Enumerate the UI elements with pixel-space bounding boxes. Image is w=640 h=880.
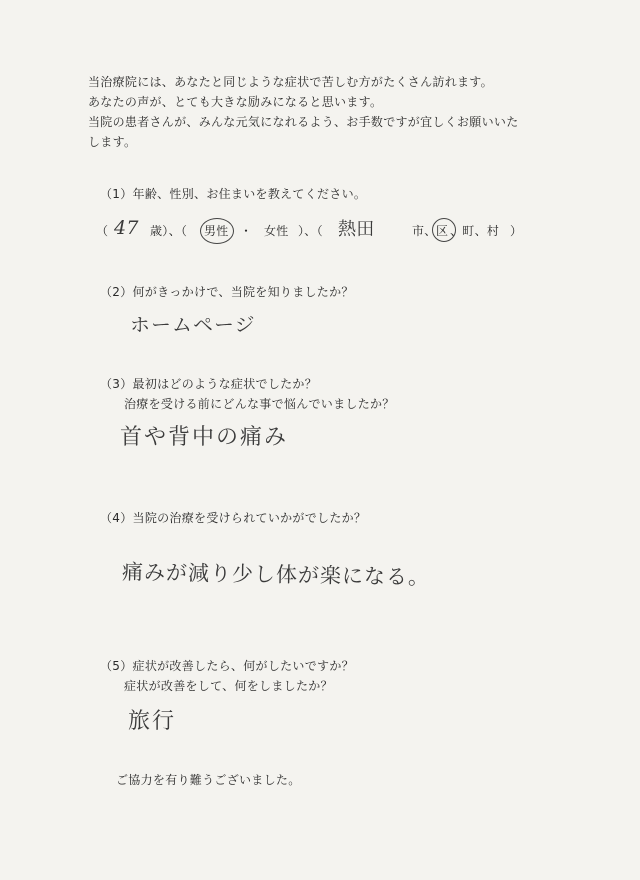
q5-answer-handwritten: 旅行 — [128, 709, 177, 734]
ward-selection-circle — [432, 218, 456, 242]
q1-age-handwritten: 47 — [114, 217, 139, 239]
q1-male-option: 男性 — [204, 224, 229, 238]
question-1: （1）年齢、性別、お住まいを教えてください。 — [100, 187, 367, 201]
q1-dot: ・ — [240, 224, 253, 238]
intro-line-3: 当院の患者さんが、みんな元気になれるよう、お手数ですが宜しくお願いいた — [88, 115, 519, 129]
intro-paragraph — [88, 72, 558, 152]
question-4: （4）当院の治療を受けられていかがでしたか？ — [100, 511, 367, 525]
q2-answer-handwritten: ホームページ — [130, 314, 256, 336]
question-5 — [100, 656, 354, 696]
question-5-line-1: （5）症状が改善したら、何がしたいですか？ — [100, 659, 354, 673]
intro-line-4: します。 — [88, 135, 137, 149]
q1-open-paren: （ — [96, 224, 109, 238]
q1-city-option: 市、 — [412, 224, 437, 238]
question-3-line-2: 治療を受ける前にどんな事で悩んでいましたか？ — [124, 397, 395, 411]
male-selection-circle — [200, 218, 234, 244]
q1-female-option: 女性 — [264, 224, 289, 238]
question-5-line-2: 症状が改善をして、何をしましたか？ — [124, 679, 333, 693]
q4-answer-handwritten: 痛みが減り少し体が楽になる。 — [121, 560, 431, 590]
question-3 — [100, 374, 395, 414]
q1-city-handwritten: 熱田 — [338, 219, 375, 240]
q1-town-village-option: 、町、村 — [450, 224, 500, 238]
q3-answer-handwritten: 首や背中の痛み — [120, 425, 289, 450]
intro-line-2: あなたの声が、とても大きな励みになると思います。 — [88, 95, 383, 109]
closing-message: ご協力を有り難うございました。 — [116, 773, 301, 787]
q1-ward-option: 区 — [436, 224, 449, 238]
q1-age-suffix: 歳）、（ — [150, 224, 188, 238]
question-2: （2）何がきっかけで、当院を知りましたか？ — [100, 285, 354, 299]
q1-close-paren: ） — [510, 224, 523, 238]
question-3-line-1: （3）最初はどのような症状でしたか？ — [100, 377, 318, 391]
q1-mid-paren: ）、（ — [298, 224, 323, 238]
intro-line-1: 当治療院には、あなたと同じような症状で苦しむ方がたくさん訪れます。 — [88, 75, 493, 89]
